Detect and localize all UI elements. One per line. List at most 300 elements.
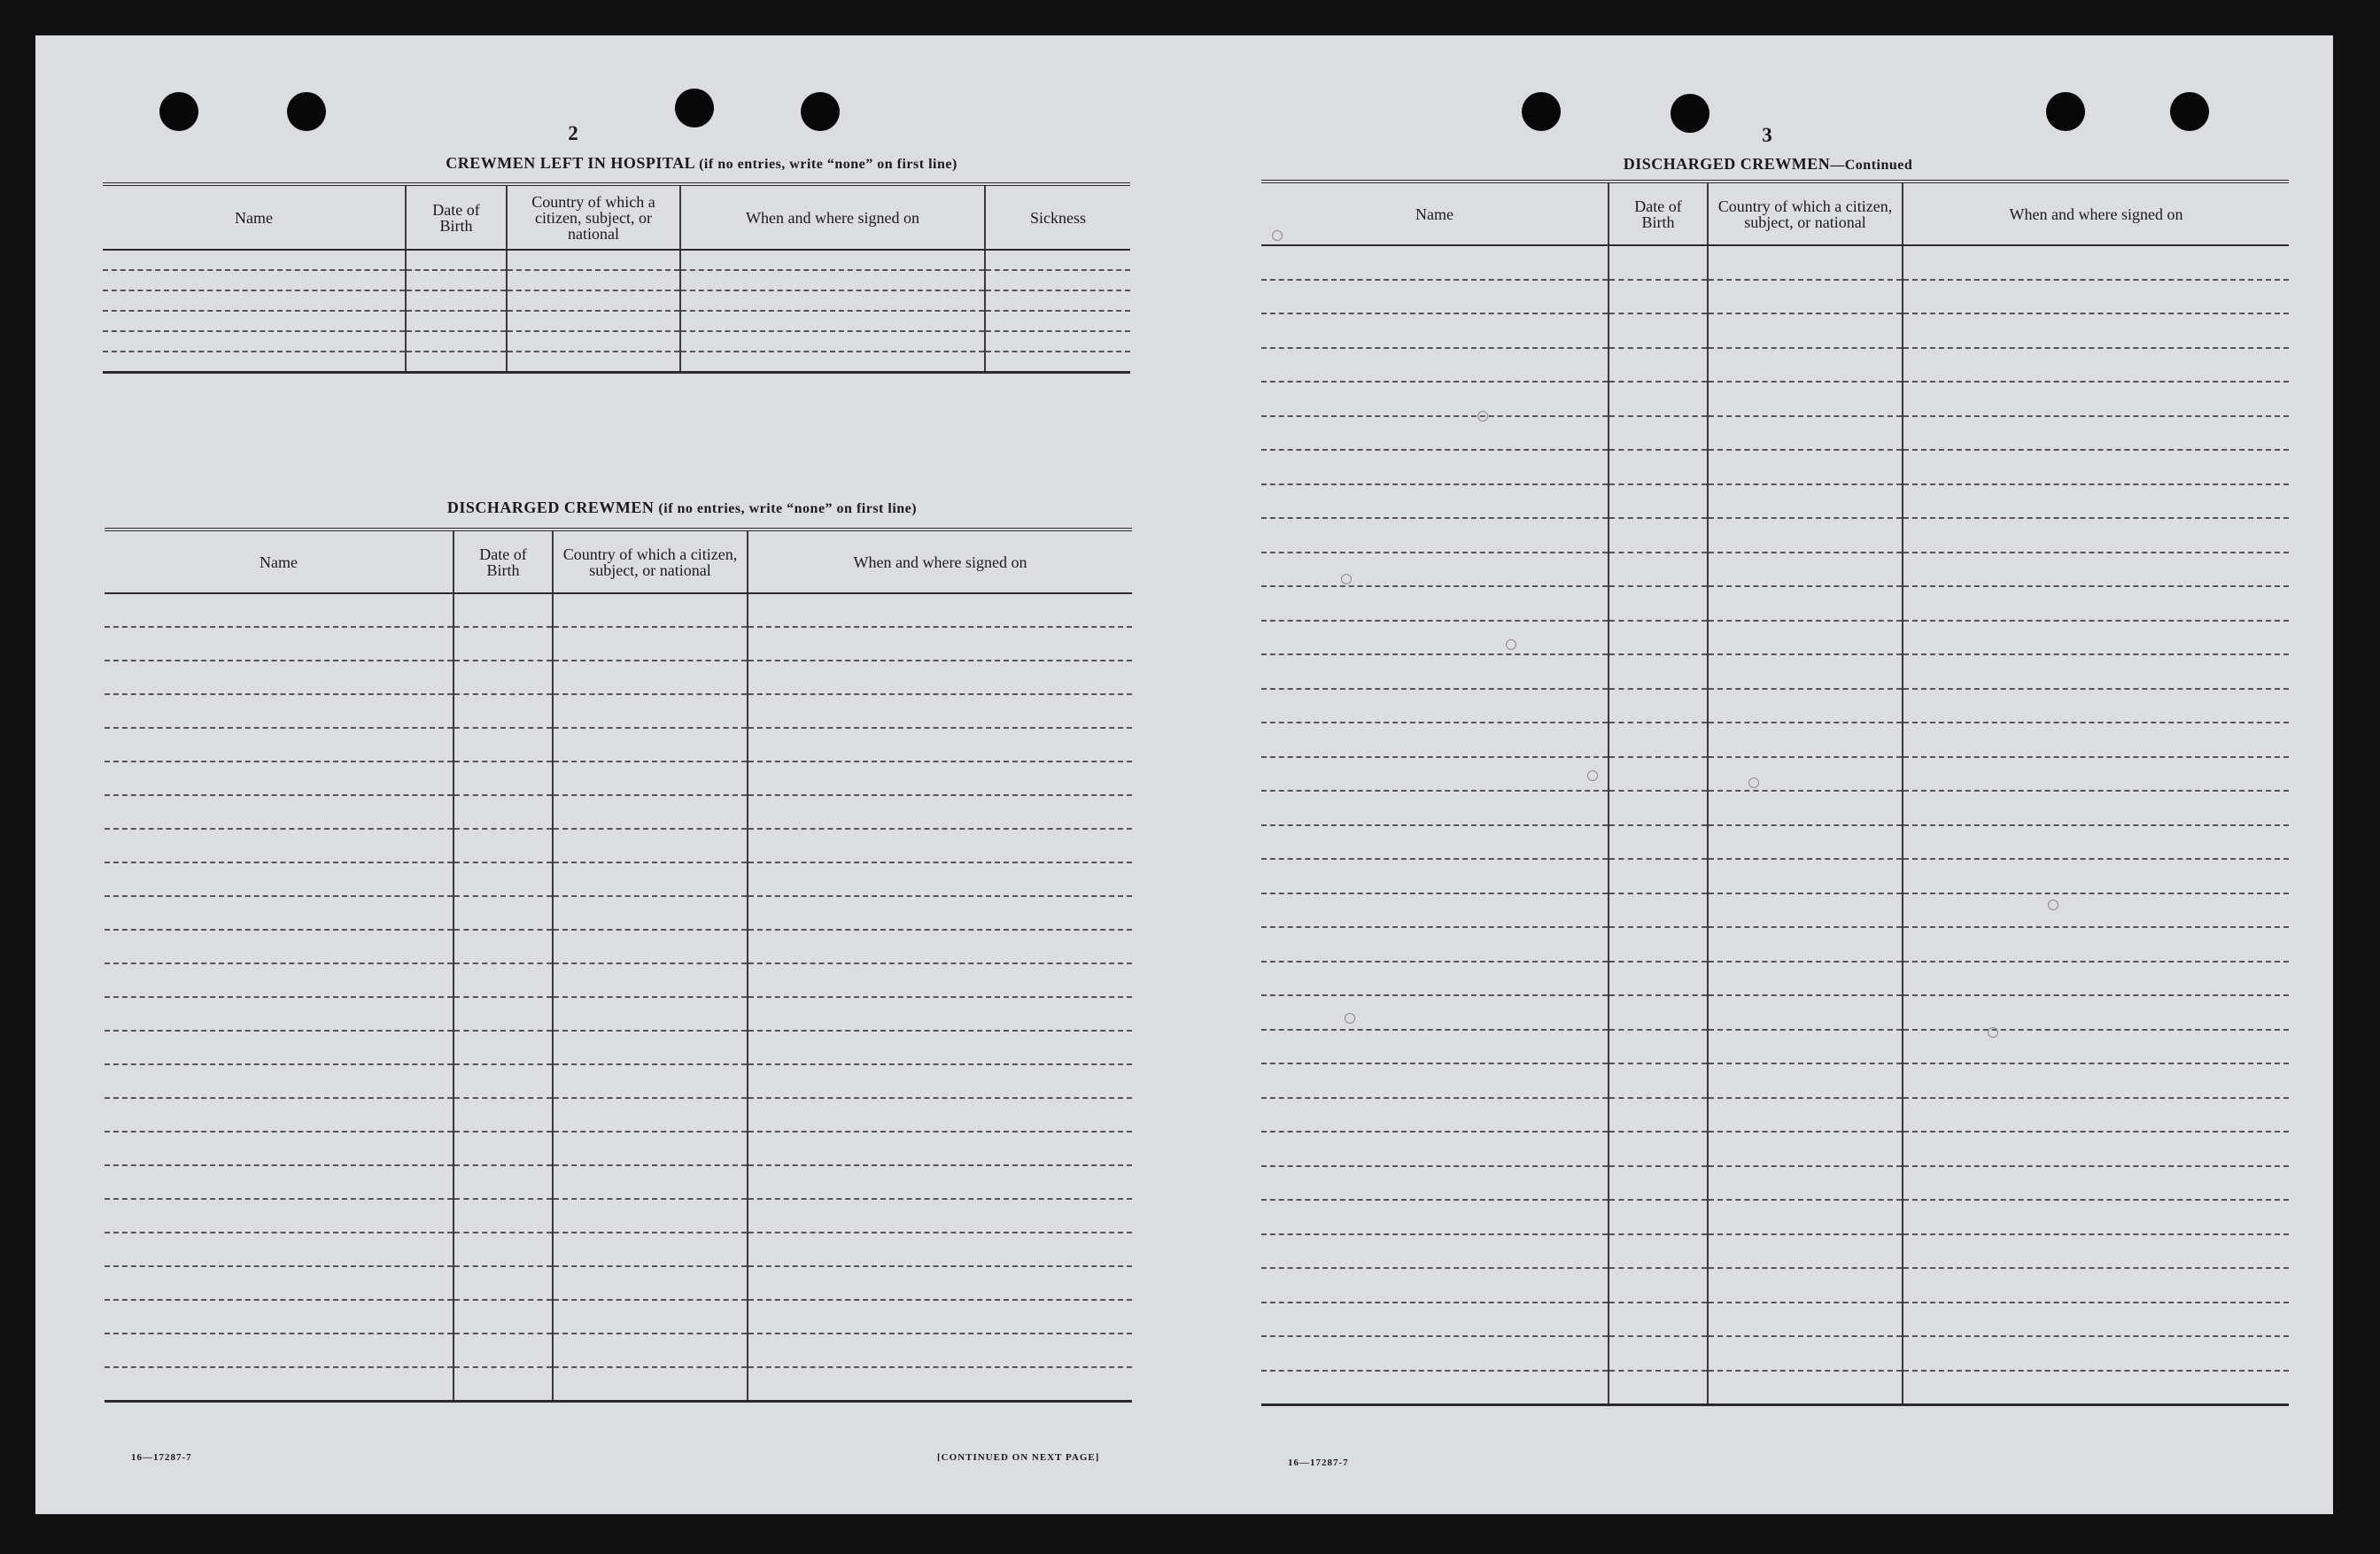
table-cell[interactable] bbox=[1261, 1166, 1609, 1201]
punch-hole bbox=[675, 89, 714, 128]
table-cell[interactable] bbox=[454, 627, 553, 661]
scan-speck bbox=[1506, 639, 1516, 650]
table-cell[interactable] bbox=[105, 1199, 454, 1233]
table-cell[interactable] bbox=[105, 795, 454, 829]
table-row bbox=[1261, 586, 2289, 621]
table-cell[interactable] bbox=[1903, 621, 2289, 655]
table-cell[interactable] bbox=[553, 1098, 748, 1132]
table-cell[interactable] bbox=[680, 290, 985, 311]
table-cell[interactable] bbox=[1903, 586, 2289, 621]
col-header-name: Name bbox=[1261, 182, 1609, 245]
table-cell[interactable] bbox=[680, 311, 985, 331]
table-cell[interactable] bbox=[507, 290, 680, 311]
table-cell[interactable] bbox=[1261, 416, 1609, 451]
table-cell[interactable] bbox=[553, 1233, 748, 1266]
table-cell[interactable] bbox=[553, 1199, 748, 1233]
table-cell[interactable] bbox=[454, 1064, 553, 1098]
table-cell[interactable] bbox=[454, 829, 553, 862]
table-cell[interactable] bbox=[553, 1064, 748, 1098]
table-cell[interactable] bbox=[1261, 313, 1609, 348]
table-cell[interactable] bbox=[454, 1300, 553, 1334]
table-cell[interactable] bbox=[1609, 1200, 1708, 1234]
table-cell[interactable] bbox=[1609, 1336, 1708, 1371]
table-cell[interactable] bbox=[1903, 1166, 2289, 1201]
table-cell[interactable] bbox=[105, 1334, 454, 1367]
table-cell[interactable] bbox=[1903, 962, 2289, 996]
table-row bbox=[1261, 825, 2289, 860]
table-cell[interactable] bbox=[553, 829, 748, 862]
table-cell[interactable] bbox=[1708, 825, 1903, 860]
table-cell[interactable] bbox=[1903, 1030, 2289, 1064]
table-row bbox=[105, 862, 1132, 896]
table-cell[interactable] bbox=[1609, 689, 1708, 723]
table-cell[interactable] bbox=[748, 1266, 1132, 1300]
table-cell[interactable] bbox=[748, 1334, 1132, 1367]
page-number-right: 3 bbox=[1762, 124, 1772, 146]
table-cell[interactable] bbox=[553, 1367, 748, 1401]
table-cell[interactable] bbox=[454, 694, 553, 728]
table-cell[interactable] bbox=[553, 1165, 748, 1199]
table-cell[interactable] bbox=[1609, 313, 1708, 348]
discharged-table bbox=[105, 528, 1132, 1403]
table-cell[interactable] bbox=[1903, 1200, 2289, 1234]
table-cell[interactable] bbox=[1261, 791, 1609, 825]
table-cell[interactable] bbox=[454, 1098, 553, 1132]
page-number-left: 2 bbox=[568, 122, 578, 144]
table-cell[interactable] bbox=[507, 250, 680, 270]
table-cell[interactable] bbox=[105, 627, 454, 661]
table-cell[interactable] bbox=[105, 862, 454, 896]
table-cell[interactable] bbox=[985, 290, 1130, 311]
table-cell[interactable] bbox=[1261, 689, 1609, 723]
table-cell[interactable] bbox=[1609, 1268, 1708, 1303]
table-cell[interactable] bbox=[507, 352, 680, 372]
table-cell[interactable] bbox=[748, 661, 1132, 694]
table-cell[interactable] bbox=[1903, 689, 2289, 723]
table-cell[interactable] bbox=[105, 1098, 454, 1132]
table-cell[interactable] bbox=[1261, 1234, 1609, 1269]
table-cell[interactable] bbox=[1261, 382, 1609, 416]
table-cell[interactable] bbox=[1261, 348, 1609, 383]
table-cell[interactable] bbox=[1261, 1200, 1609, 1234]
table-cell[interactable] bbox=[1708, 689, 1903, 723]
table-cell[interactable] bbox=[1708, 893, 1903, 928]
table-cell[interactable] bbox=[1903, 1063, 2289, 1098]
table-cell[interactable] bbox=[1903, 245, 2289, 280]
table-row bbox=[1261, 416, 2289, 451]
table-cell[interactable] bbox=[1708, 1132, 1903, 1166]
table-cell[interactable] bbox=[1903, 1132, 2289, 1166]
table-cell[interactable] bbox=[1609, 1166, 1708, 1201]
table-cell[interactable] bbox=[553, 1334, 748, 1367]
table-cell[interactable] bbox=[748, 930, 1132, 963]
table-cell[interactable] bbox=[1903, 995, 2289, 1030]
table-cell[interactable] bbox=[1903, 757, 2289, 792]
table-cell[interactable] bbox=[1708, 518, 1903, 553]
table-cell[interactable] bbox=[748, 762, 1132, 795]
table-cell[interactable] bbox=[748, 728, 1132, 762]
table-cell[interactable] bbox=[1261, 825, 1609, 860]
table-cell[interactable] bbox=[1903, 348, 2289, 383]
table-cell[interactable] bbox=[454, 593, 553, 627]
table-cell[interactable] bbox=[985, 311, 1130, 331]
table-cell[interactable] bbox=[105, 1266, 454, 1300]
table-row bbox=[105, 896, 1132, 930]
table-cell[interactable] bbox=[1903, 1303, 2289, 1337]
table-cell[interactable] bbox=[105, 593, 454, 627]
table-cell[interactable] bbox=[553, 1300, 748, 1334]
table-row bbox=[1261, 1336, 2289, 1371]
table-cell[interactable] bbox=[748, 1300, 1132, 1334]
table-cell[interactable] bbox=[748, 1098, 1132, 1132]
table-cell[interactable] bbox=[105, 762, 454, 795]
table-cell[interactable] bbox=[1609, 927, 1708, 962]
table-cell[interactable] bbox=[1903, 484, 2289, 519]
table-cell[interactable] bbox=[1708, 416, 1903, 451]
table-cell[interactable] bbox=[1903, 723, 2289, 757]
table-cell[interactable] bbox=[553, 930, 748, 963]
table-cell[interactable] bbox=[406, 352, 507, 372]
table-cell[interactable] bbox=[454, 1031, 553, 1064]
table-cell[interactable] bbox=[1261, 654, 1609, 689]
table-cell[interactable] bbox=[748, 1367, 1132, 1401]
table-cell[interactable] bbox=[748, 963, 1132, 997]
table-cell[interactable] bbox=[748, 627, 1132, 661]
form-code-left: 16—17287-7 bbox=[131, 1452, 192, 1463]
table-cell[interactable] bbox=[748, 694, 1132, 728]
table-cell[interactable] bbox=[1261, 1132, 1609, 1166]
table-cell[interactable] bbox=[1609, 348, 1708, 383]
table-cell[interactable] bbox=[1708, 995, 1903, 1030]
table-cell[interactable] bbox=[103, 352, 406, 372]
table-cell[interactable] bbox=[1261, 859, 1609, 893]
table-cell[interactable] bbox=[1261, 893, 1609, 928]
table-cell[interactable] bbox=[507, 311, 680, 331]
table-cell[interactable] bbox=[454, 896, 553, 930]
table-cell[interactable] bbox=[454, 997, 553, 1031]
table-cell[interactable] bbox=[454, 1233, 553, 1266]
table-cell[interactable] bbox=[454, 728, 553, 762]
table-cell[interactable] bbox=[105, 694, 454, 728]
table-cell[interactable] bbox=[103, 250, 406, 270]
table-cell[interactable] bbox=[105, 728, 454, 762]
table-cell[interactable] bbox=[1609, 825, 1708, 860]
table-cell[interactable] bbox=[1609, 1371, 1708, 1405]
table-cell[interactable] bbox=[680, 352, 985, 372]
table-cell[interactable] bbox=[454, 1199, 553, 1233]
table-row bbox=[103, 250, 1130, 270]
table-cell[interactable] bbox=[1261, 1371, 1609, 1405]
table-cell[interactable] bbox=[1708, 927, 1903, 962]
table-cell[interactable] bbox=[454, 930, 553, 963]
table-row bbox=[103, 311, 1130, 331]
table-cell[interactable] bbox=[105, 930, 454, 963]
table-cell[interactable] bbox=[507, 270, 680, 290]
table-cell[interactable] bbox=[1261, 621, 1609, 655]
table-cell[interactable] bbox=[748, 1132, 1132, 1165]
table-cell[interactable] bbox=[1903, 1234, 2289, 1269]
table-cell[interactable] bbox=[1903, 791, 2289, 825]
table-cell[interactable] bbox=[1903, 893, 2289, 928]
table-cell[interactable] bbox=[105, 1165, 454, 1199]
table-cell[interactable] bbox=[1609, 1303, 1708, 1337]
table-cell[interactable] bbox=[553, 862, 748, 896]
table-cell[interactable] bbox=[454, 795, 553, 829]
table-cell[interactable] bbox=[454, 1132, 553, 1165]
table-cell[interactable] bbox=[1903, 859, 2289, 893]
table-cell[interactable] bbox=[1261, 280, 1609, 314]
table-cell[interactable] bbox=[748, 795, 1132, 829]
table-cell[interactable] bbox=[1708, 280, 1903, 314]
table-cell[interactable] bbox=[1261, 962, 1609, 996]
table-cell[interactable] bbox=[1609, 553, 1708, 587]
table-cell[interactable] bbox=[1708, 348, 1903, 383]
table-cell[interactable] bbox=[1261, 723, 1609, 757]
scan-speck bbox=[1272, 230, 1283, 241]
table-cell[interactable] bbox=[553, 728, 748, 762]
table-cell[interactable] bbox=[105, 896, 454, 930]
table-cell[interactable] bbox=[1609, 1063, 1708, 1098]
table-cell[interactable] bbox=[406, 270, 507, 290]
table-cell[interactable] bbox=[1708, 757, 1903, 792]
table-row bbox=[105, 1367, 1132, 1401]
table-cell[interactable] bbox=[454, 661, 553, 694]
table-cell[interactable] bbox=[454, 1334, 553, 1367]
table-cell[interactable] bbox=[1903, 1098, 2289, 1133]
table-cell[interactable] bbox=[748, 896, 1132, 930]
table-cell[interactable] bbox=[1708, 1268, 1903, 1303]
table-cell[interactable] bbox=[1261, 1098, 1609, 1133]
table-cell[interactable] bbox=[1708, 859, 1903, 893]
table-cell[interactable] bbox=[985, 352, 1130, 372]
table-cell[interactable] bbox=[1609, 757, 1708, 792]
table-cell[interactable] bbox=[1903, 518, 2289, 553]
table-cell[interactable] bbox=[553, 593, 748, 627]
table-cell[interactable] bbox=[1609, 280, 1708, 314]
table-cell[interactable] bbox=[1609, 791, 1708, 825]
table-row bbox=[105, 795, 1132, 829]
table-cell[interactable] bbox=[553, 762, 748, 795]
table-cell[interactable] bbox=[1708, 553, 1903, 587]
table-cell[interactable] bbox=[1261, 586, 1609, 621]
table-cell[interactable] bbox=[1708, 1030, 1903, 1064]
continued-section-title bbox=[1624, 155, 1913, 174]
table-cell[interactable] bbox=[454, 1266, 553, 1300]
table-cell[interactable] bbox=[553, 795, 748, 829]
table-cell[interactable] bbox=[1261, 1303, 1609, 1337]
col-header-name: Name bbox=[103, 184, 406, 250]
table-cell[interactable] bbox=[1903, 280, 2289, 314]
table-cell[interactable] bbox=[105, 963, 454, 997]
table-cell[interactable] bbox=[406, 311, 507, 331]
table-row bbox=[105, 1165, 1132, 1199]
table-cell[interactable] bbox=[1708, 654, 1903, 689]
table-cell[interactable] bbox=[1903, 450, 2289, 484]
table-cell[interactable] bbox=[507, 331, 680, 352]
table-cell[interactable] bbox=[105, 997, 454, 1031]
table-cell[interactable] bbox=[1903, 1268, 2289, 1303]
table-cell[interactable] bbox=[553, 896, 748, 930]
table-row bbox=[1261, 1200, 2289, 1234]
table-cell[interactable] bbox=[1708, 1234, 1903, 1269]
table-cell[interactable] bbox=[1708, 586, 1903, 621]
table-cell[interactable] bbox=[1903, 313, 2289, 348]
table-cell[interactable] bbox=[680, 331, 985, 352]
table-cell[interactable] bbox=[1708, 1371, 1903, 1405]
table-cell[interactable] bbox=[454, 762, 553, 795]
table-cell[interactable] bbox=[1609, 995, 1708, 1030]
table-cell[interactable] bbox=[553, 627, 748, 661]
table-cell[interactable] bbox=[1903, 825, 2289, 860]
table-cell[interactable] bbox=[1609, 518, 1708, 553]
table-row bbox=[105, 728, 1132, 762]
table-cell[interactable] bbox=[748, 1199, 1132, 1233]
table-cell[interactable] bbox=[1609, 859, 1708, 893]
table-cell[interactable] bbox=[1261, 927, 1609, 962]
table-cell[interactable] bbox=[103, 290, 406, 311]
table-cell[interactable] bbox=[748, 829, 1132, 862]
table-row bbox=[1261, 245, 2289, 280]
table-cell[interactable] bbox=[748, 997, 1132, 1031]
table-cell[interactable] bbox=[1261, 995, 1609, 1030]
table-cell[interactable] bbox=[1708, 1166, 1903, 1201]
table-cell[interactable] bbox=[680, 250, 985, 270]
table-cell[interactable] bbox=[1708, 1303, 1903, 1337]
table-cell[interactable] bbox=[1903, 1336, 2289, 1371]
table-cell[interactable] bbox=[1261, 484, 1609, 519]
table-cell[interactable] bbox=[1708, 382, 1903, 416]
table-cell[interactable] bbox=[553, 1266, 748, 1300]
table-cell[interactable] bbox=[985, 270, 1130, 290]
table-cell[interactable] bbox=[105, 1233, 454, 1266]
table-cell[interactable] bbox=[1708, 1098, 1903, 1133]
table-row bbox=[105, 627, 1132, 661]
table-row bbox=[1261, 689, 2289, 723]
table-cell[interactable] bbox=[454, 862, 553, 896]
table-cell[interactable] bbox=[105, 661, 454, 694]
table-cell[interactable] bbox=[1609, 484, 1708, 519]
table-cell[interactable] bbox=[1708, 962, 1903, 996]
table-cell[interactable] bbox=[553, 1031, 748, 1064]
table-cell[interactable] bbox=[1609, 654, 1708, 689]
table-cell[interactable] bbox=[1609, 586, 1708, 621]
table-cell[interactable] bbox=[105, 829, 454, 862]
table-cell[interactable] bbox=[1261, 1336, 1609, 1371]
table-cell[interactable] bbox=[1261, 553, 1609, 587]
table-cell[interactable] bbox=[1609, 893, 1708, 928]
table-cell[interactable] bbox=[1609, 1098, 1708, 1133]
table-cell[interactable] bbox=[1708, 484, 1903, 519]
table-cell[interactable] bbox=[1708, 245, 1903, 280]
table-row bbox=[1261, 484, 2289, 519]
table-cell[interactable] bbox=[1609, 723, 1708, 757]
col-header-country: Country of which a citizen, subject, or national bbox=[1708, 182, 1903, 245]
table-cell[interactable] bbox=[105, 1064, 454, 1098]
table-cell[interactable] bbox=[1708, 1336, 1903, 1371]
table-cell[interactable] bbox=[1609, 1132, 1708, 1166]
table-cell[interactable] bbox=[454, 1165, 553, 1199]
table-cell[interactable] bbox=[748, 593, 1132, 627]
table-cell[interactable] bbox=[1708, 791, 1903, 825]
table-cell[interactable] bbox=[105, 1132, 454, 1165]
table-cell[interactable] bbox=[1261, 245, 1609, 280]
table-cell[interactable] bbox=[553, 694, 748, 728]
table-row bbox=[105, 1233, 1132, 1266]
table-cell[interactable] bbox=[1261, 757, 1609, 792]
punch-hole bbox=[2170, 92, 2209, 131]
table-cell[interactable] bbox=[1903, 553, 2289, 587]
table-cell[interactable] bbox=[105, 1300, 454, 1334]
document-sheet bbox=[35, 35, 2333, 1514]
table-cell[interactable] bbox=[406, 290, 507, 311]
table-cell[interactable] bbox=[748, 1064, 1132, 1098]
table-cell[interactable] bbox=[1261, 1063, 1609, 1098]
table-cell[interactable] bbox=[105, 1031, 454, 1064]
table-cell[interactable] bbox=[454, 1367, 553, 1401]
table-cell[interactable] bbox=[748, 1233, 1132, 1266]
table-cell[interactable] bbox=[553, 963, 748, 997]
table-cell[interactable] bbox=[105, 1367, 454, 1401]
table-cell[interactable] bbox=[553, 997, 748, 1031]
table-cell[interactable] bbox=[748, 1031, 1132, 1064]
table-cell[interactable] bbox=[1261, 1268, 1609, 1303]
table-cell[interactable] bbox=[103, 331, 406, 352]
table-cell[interactable] bbox=[1609, 621, 1708, 655]
table-cell[interactable] bbox=[1708, 621, 1903, 655]
table-cell[interactable] bbox=[1609, 962, 1708, 996]
table-cell[interactable] bbox=[454, 963, 553, 997]
table-row bbox=[105, 593, 1132, 627]
table-cell[interactable] bbox=[103, 270, 406, 290]
col-header-country: Country of which a citizen, subject, or national bbox=[553, 530, 748, 593]
table-row bbox=[105, 661, 1132, 694]
table-cell[interactable] bbox=[1708, 313, 1903, 348]
table-cell[interactable] bbox=[1903, 927, 2289, 962]
table-cell[interactable] bbox=[1708, 723, 1903, 757]
table-cell[interactable] bbox=[1903, 416, 2289, 451]
table-cell[interactable] bbox=[1261, 1030, 1609, 1064]
table-cell[interactable] bbox=[1903, 654, 2289, 689]
table-cell[interactable] bbox=[1609, 450, 1708, 484]
table-cell[interactable] bbox=[748, 862, 1132, 896]
col-header-signed-on: When and where signed on bbox=[748, 530, 1132, 593]
table-cell[interactable] bbox=[748, 1165, 1132, 1199]
table-cell[interactable] bbox=[553, 661, 748, 694]
table-cell[interactable] bbox=[1903, 382, 2289, 416]
table-cell[interactable] bbox=[1903, 1371, 2289, 1405]
table-cell[interactable] bbox=[985, 250, 1130, 270]
table-cell[interactable] bbox=[406, 250, 507, 270]
table-cell[interactable] bbox=[985, 331, 1130, 352]
table-cell[interactable] bbox=[1609, 1234, 1708, 1269]
table-cell[interactable] bbox=[1609, 416, 1708, 451]
table-cell[interactable] bbox=[553, 1132, 748, 1165]
table-cell[interactable] bbox=[1261, 450, 1609, 484]
col-header-country: Country of which a citizen, subject, or national bbox=[507, 184, 680, 250]
table-cell[interactable] bbox=[1609, 382, 1708, 416]
table-cell[interactable] bbox=[1609, 1030, 1708, 1064]
table-cell[interactable] bbox=[406, 331, 507, 352]
table-cell[interactable] bbox=[680, 270, 985, 290]
discharged-title-text: DISCHARGED CREWMEN bbox=[446, 499, 655, 516]
table-cell[interactable] bbox=[103, 311, 406, 331]
continued-title-text: DISCHARGED CREWMEN bbox=[1623, 155, 1831, 173]
table-cell[interactable] bbox=[1708, 1063, 1903, 1098]
table-cell[interactable] bbox=[1261, 518, 1609, 553]
table-cell[interactable] bbox=[1708, 1200, 1903, 1234]
table-cell[interactable] bbox=[1708, 450, 1903, 484]
table-cell[interactable] bbox=[1609, 245, 1708, 280]
